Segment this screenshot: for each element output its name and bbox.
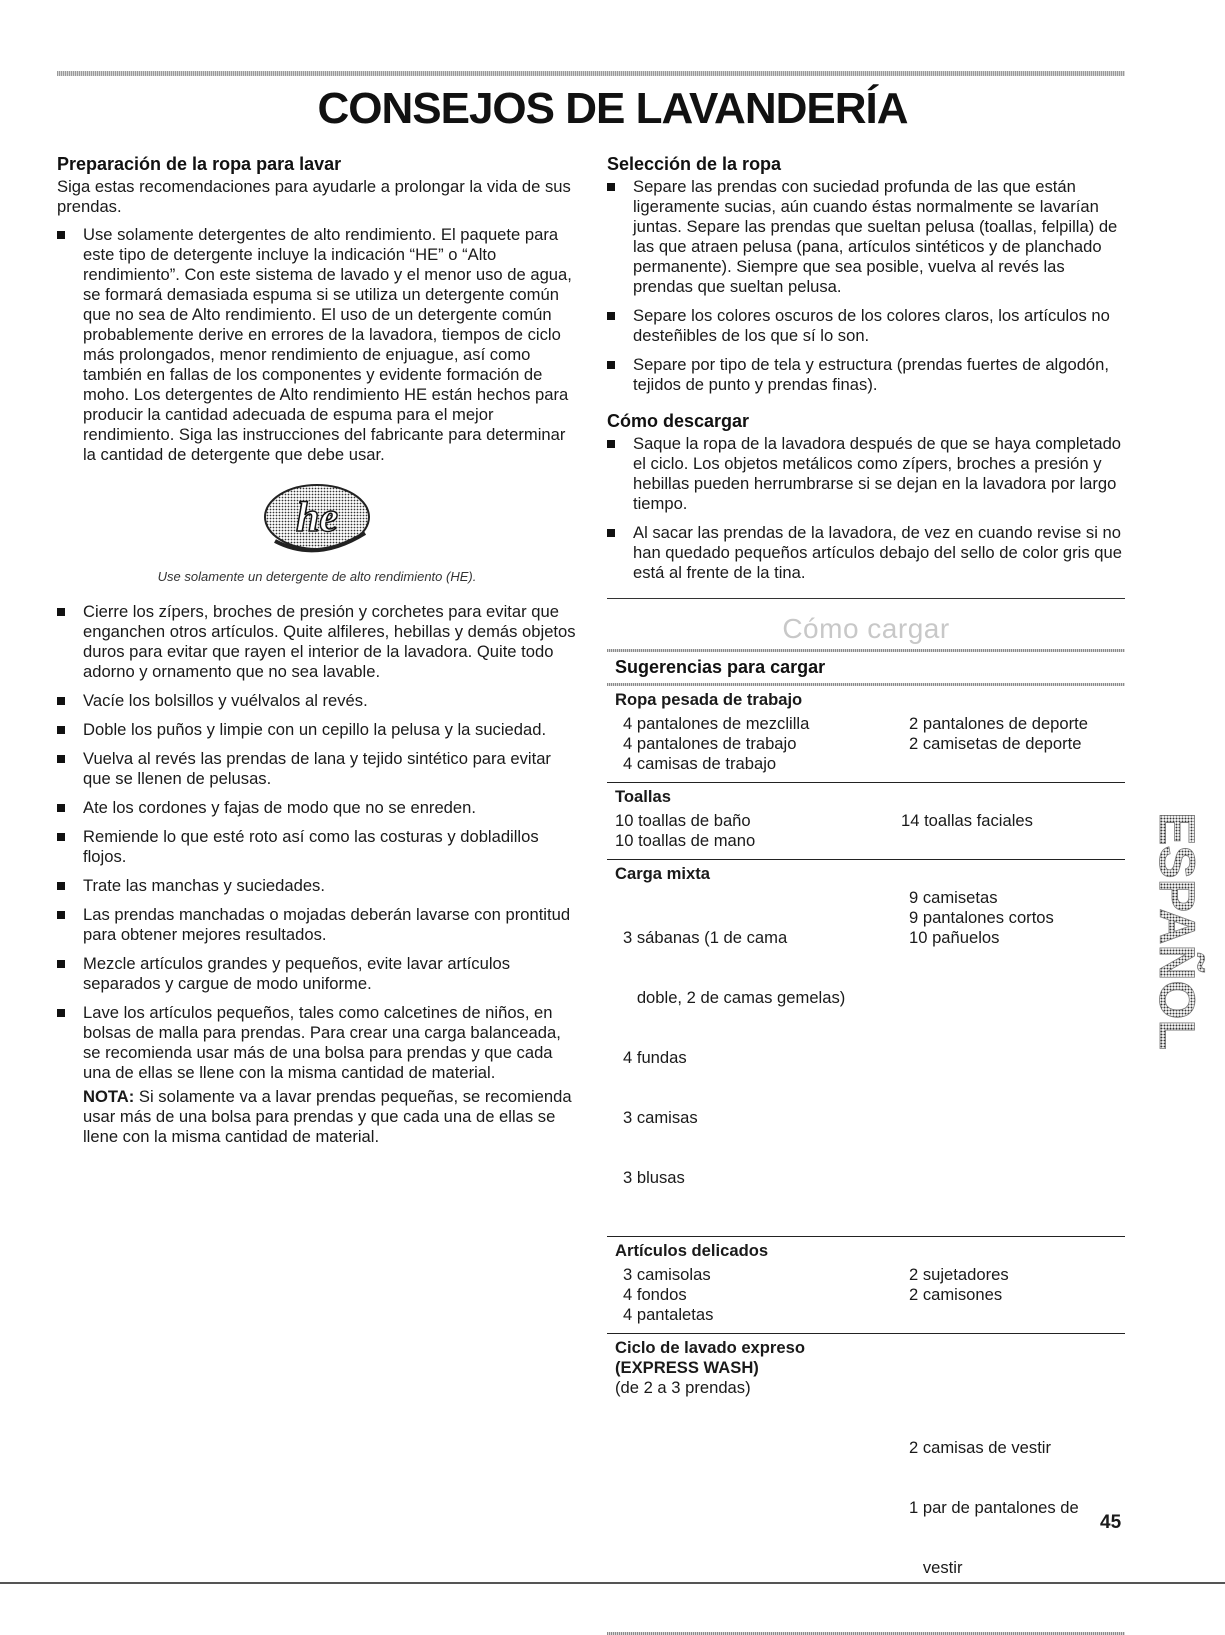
- bullet-mix: Mezcle artículos grandes y pequeños, evite lavar artículos separados y cargue de modo uniforme.: [57, 954, 577, 994]
- list-item: 2 camisones: [909, 1285, 1003, 1304]
- list-item: 3 sábanas (1 de cama: [623, 928, 788, 947]
- list-item: 10 toallas de mano: [615, 831, 756, 850]
- list-item: 4 pantalones de trabajo: [623, 734, 797, 753]
- group-col2: [909, 888, 1117, 1228]
- section-rule: [607, 598, 1125, 599]
- group-title: Carga mixta: [615, 864, 710, 883]
- list-item: 1 par de pantalones de: [909, 1498, 1079, 1517]
- group-col2: [909, 1265, 1117, 1325]
- bullet-small-items: Lave los artículos pequeños, tales como calcetines de niños, en bolsas de malla para prendas. Para crear una carga balanceada, se recomienda usar más de una bolsa para prendas y que cada una de ellas se llene con la misma cantidad de material.: [57, 1003, 577, 1083]
- group-heavy: [607, 686, 1125, 783]
- list-item: doble, 2 de camas gemelas): [623, 988, 846, 1007]
- bullet-wet: Las prendas manchadas o mojadas deberán lavarse con prontitud para obtener mejores resultados.: [57, 905, 577, 945]
- group-col1: [615, 811, 901, 851]
- list-item: 3 camisolas: [623, 1265, 711, 1284]
- list-item: 9 pantalones cortos: [909, 908, 1054, 927]
- list-item: 3 blusas: [623, 1168, 685, 1187]
- group-subtitle: (de 2 a 3 prendas): [615, 1378, 751, 1397]
- note-text: Si solamente va a lavar prendas pequeñas, se recomienda usar más de una bolsa para prendas y que cada una de ellas se llene con la misma cantidad de material.: [83, 1087, 572, 1146]
- bullet-stains: Trate las manchas y suciedades.: [57, 876, 577, 896]
- group-mixed: [607, 860, 1125, 1237]
- list-item: 2 pantalones de deporte: [909, 714, 1088, 733]
- bullet-remove: Saque la ropa de la lavadora después de que se haya completado el ciclo. Los objetos metálicos como zípers, broches a presión y hebillas pueden herrumbrarse si se dejan en la lavadora por largo tiempo.: [607, 434, 1125, 514]
- bullet-wool: Vuelva al revés las prendas de lana y tejido sintético para evitar que se llenen de pelusas.: [57, 749, 577, 789]
- language-side-tab: [1149, 812, 1205, 1062]
- bullet-fabric: Separe por tipo de tela y estructura (prendas fuertes de algodón, tejidos de punto y prendas finas).: [607, 355, 1125, 395]
- list-item: 3 camisas: [623, 1108, 698, 1127]
- side-tab-text: ESPAÑOL: [1149, 812, 1205, 1050]
- group-title: Artículos delicados: [615, 1241, 769, 1260]
- loading-section-title: Cómo cargar: [782, 613, 950, 644]
- page-number: 45: [1100, 1512, 1122, 1533]
- bullet-colors: Separe los colores oscuros de los colores claros, los artículos no desteñibles de los que sí lo son.: [607, 306, 1125, 346]
- list-item: 2 camisas de vestir: [909, 1438, 1052, 1457]
- group-col1: [615, 1398, 909, 1618]
- prep-list: [57, 602, 577, 1083]
- group-delicate: [607, 1237, 1125, 1334]
- bullet-check-seal: Al sacar las prendas de la lavadora, de vez en cuando revise si no han quedado pequeños artículos debajo del sello de color gris que está al frente de la tina.: [607, 523, 1125, 583]
- loading-table-title: Sugerencias para cargar: [615, 657, 826, 677]
- prep-first-list: [57, 225, 577, 465]
- top-dotted-rule: [57, 71, 1125, 76]
- note: [57, 1087, 577, 1147]
- selection-heading: Selección de la ropa: [607, 154, 782, 174]
- bullet-ties: Ate los cordones y fajas de modo que no se enreden.: [57, 798, 577, 818]
- page-title: CONSEJOS DE LAVANDERÍA: [317, 84, 908, 133]
- prep-intro: Siga estas recomendaciones para ayudarle a prolongar la vida de sus prendas.: [57, 177, 571, 216]
- group-title: Toallas: [615, 787, 671, 806]
- group-title: Ropa pesada de trabajo: [615, 690, 803, 709]
- group-col2: [909, 1398, 1117, 1618]
- bullet-mend: Remiende lo que esté roto así como las costuras y dobladillos flojos.: [57, 827, 577, 867]
- group-title-line1: Ciclo de lavado expreso: [615, 1338, 805, 1357]
- group-col1: [615, 888, 909, 1228]
- right-column: [607, 154, 1125, 1635]
- selection-list: [607, 177, 1125, 395]
- left-column: [57, 154, 577, 1147]
- unload-list: [607, 434, 1125, 583]
- list-item: 14 toallas faciales: [901, 811, 1033, 830]
- list-item: 4 pantalones de mezclilla: [623, 714, 810, 733]
- bullet-he-detergent: Use solamente detergentes de alto rendimiento. El paquete para este tipo de detergente incluye la indicación “HE” o “Alto rendimiento”. Con este sistema de lavado y el menor uso de agua, se formará demasiada espuma si se utiliza un detergente común que no sea de Alto rendimiento. El uso de un detergente común probablemente derive en errores de la lavadora, tiempos de ciclo más prolongados, menor rendimiento de enjuague, así como también en fallas de los componentes y evidente formación de moho. Los detergentes de Alto rendimiento HE están hechos para producir la cantidad adecuada de espuma para el mejor rendimiento. Siga las instrucciones del fabricante para determinar la cantidad de detergente que debe usar.: [57, 225, 577, 465]
- bullet-cuffs: Doble los puños y limpie con un cepillo la pelusa y la suciedad.: [57, 720, 577, 740]
- list-item: vestir: [909, 1558, 963, 1577]
- group-col1: [615, 714, 909, 774]
- group-col1: [615, 1265, 909, 1325]
- unload-heading: Cómo descargar: [607, 411, 750, 431]
- list-item: 10 pañuelos: [909, 928, 1000, 947]
- group-title-line2: (EXPRESS WASH): [615, 1358, 759, 1377]
- group-col2: [901, 811, 1117, 851]
- group-towels: [607, 783, 1125, 860]
- he-caption: Use solamente un detergente de alto rendimiento (HE).: [157, 569, 477, 584]
- list-item: 4 fundas: [623, 1048, 687, 1067]
- note-label: NOTA:: [83, 1087, 135, 1106]
- he-logo-icon: [257, 481, 377, 561]
- bullet-zippers: Cierre los zípers, broches de presión y corchetes para evitar que enganchen otros artículos. Quite alfileres, hebillas y demás objetos duros para evitar que rayen el interior de la lavadora. Quite todo adorno y ornamento que no sea lavable.: [57, 602, 577, 682]
- group-col2: [909, 714, 1117, 774]
- list-item: 2 sujetadores: [909, 1265, 1009, 1284]
- list-item: 4 fondos: [623, 1285, 687, 1304]
- list-item: 10 toallas de baño: [615, 811, 751, 830]
- list-item: 4 pantaletas: [623, 1305, 714, 1324]
- group-title: [615, 1338, 1117, 1378]
- list-item: 4 camisas de trabajo: [623, 754, 777, 773]
- bullet-soil: Separe las prendas con suciedad profunda de las que están ligeramente sucias, aún cuando éstas normalmente se lavarían juntas. Separe las prendas que sueltan pelusa (toallas, felpilla) de las que atraen pelusa (pana, artículos sintéticos y de planchado permanente). Siempre que sea posible, vuelva al revés las prendas que sueltan pelusa.: [607, 177, 1125, 297]
- list-item: 2 camisetas de deporte: [909, 734, 1082, 753]
- list-item: 9 camisetas: [909, 888, 998, 907]
- bullet-pockets: Vacíe los bolsillos y vuélvalos al revés.: [57, 691, 577, 711]
- prep-heading: Preparación de la ropa para lavar: [57, 154, 342, 174]
- bottom-edge-line: [0, 1582, 1225, 1584]
- he-logo-text: he: [296, 495, 338, 541]
